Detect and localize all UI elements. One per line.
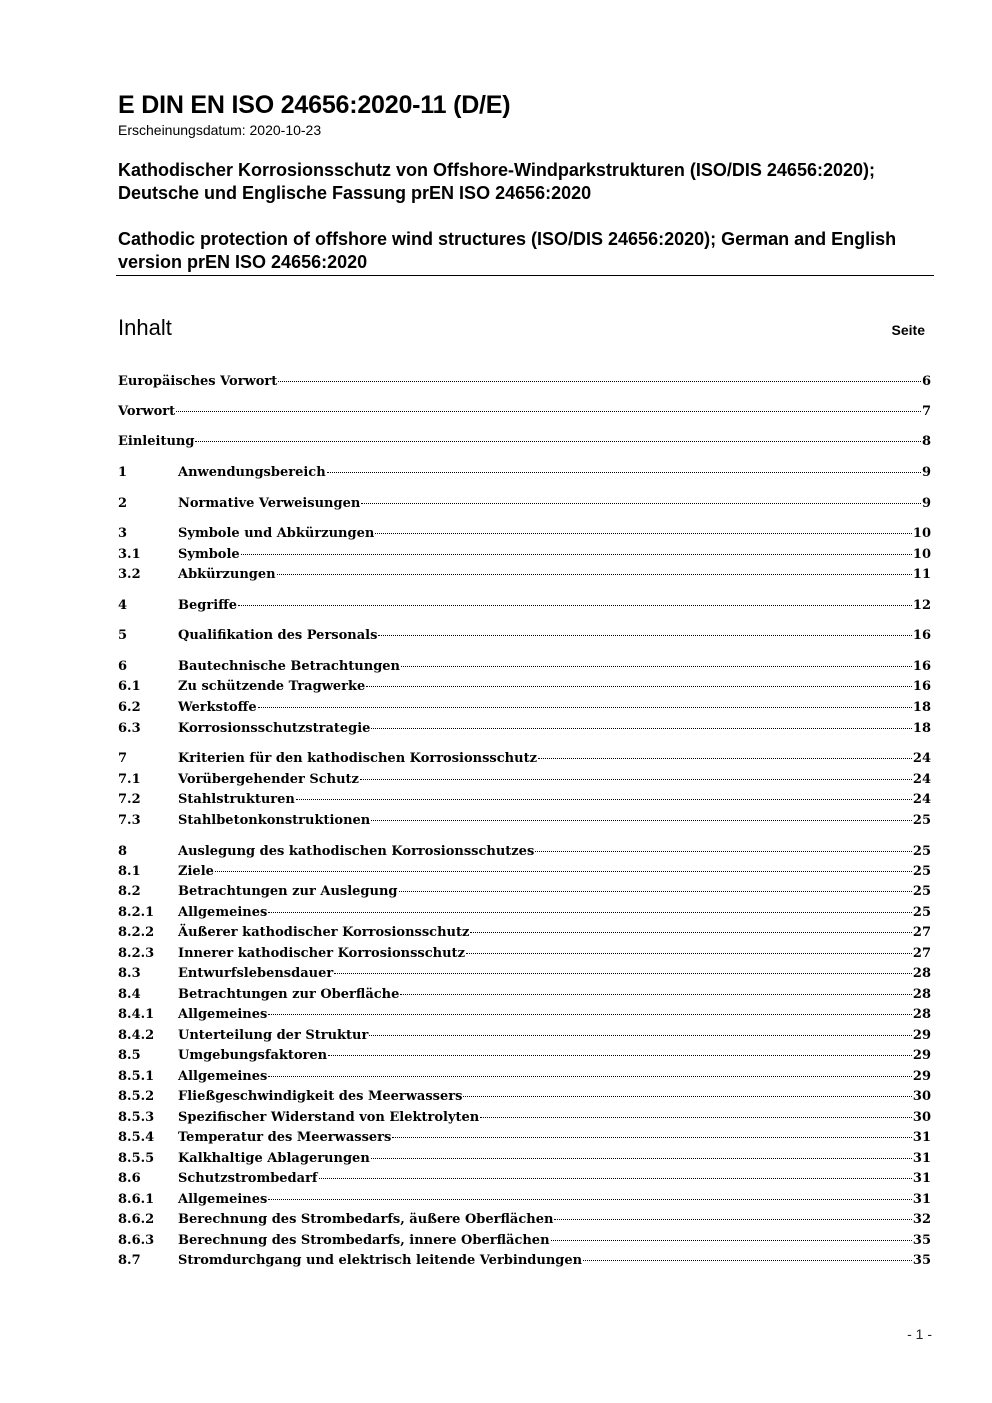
toc-entry-page: 16 <box>912 628 931 643</box>
toc-entry-page: 16 <box>912 659 931 674</box>
toc-entry-number: 8 <box>118 844 128 859</box>
toc-dot-leader <box>392 1137 912 1138</box>
toc-entry-page: 18 <box>912 721 931 736</box>
toc-entry-title: Vorwort <box>118 404 176 419</box>
toc-entry[interactable] <box>118 1067 931 1087</box>
toc-entry[interactable] <box>118 372 931 392</box>
toc-entry[interactable] <box>118 565 931 585</box>
title-german: Kathodischer Korrosionsschutz von Offshore-Windparkstrukturen (ISO/DIS 24656:2020); Deutsche und Englische Fassung prEN ISO 24656:2020 <box>118 160 875 203</box>
toc-entry[interactable] <box>118 862 931 882</box>
toc-entry-number: 7.2 <box>118 792 141 807</box>
toc-page-column-label: Seite <box>891 322 925 338</box>
toc-entry-number: 8.6.2 <box>118 1212 155 1227</box>
toc-entry-number: 8.6.1 <box>118 1192 155 1207</box>
toc-heading: Inhalt <box>118 315 172 340</box>
toc-entry[interactable] <box>118 545 931 565</box>
toc-entry-number: 7.1 <box>118 772 141 787</box>
toc-entry-page: 35 <box>912 1253 931 1268</box>
toc-entry-number: 4 <box>118 598 128 613</box>
toc-entry-title: Europäisches Vorwort <box>118 374 278 389</box>
toc-entry-number: 8.6 <box>118 1171 141 1186</box>
toc-entry-page: 28 <box>912 987 931 1002</box>
toc-entry[interactable] <box>118 494 931 514</box>
publication-date: Erscheinungsdatum: 2020-10-23 <box>118 122 322 138</box>
toc-entry-number: 6.2 <box>118 700 141 715</box>
toc-entry-page: 29 <box>912 1028 931 1043</box>
toc-dot-leader <box>538 758 912 759</box>
toc-entry-page: 29 <box>912 1069 931 1084</box>
toc-entry-title: Bautechnische Betrachtungen <box>178 659 401 674</box>
toc-entry[interactable] <box>118 1128 931 1148</box>
toc-dot-leader <box>371 1158 912 1159</box>
toc-dot-leader <box>535 851 912 852</box>
toc-entry-page: 25 <box>912 844 931 859</box>
toc-dot-leader <box>268 1076 912 1077</box>
toc-dot-leader <box>215 871 912 872</box>
toc-entry-page: 27 <box>912 925 931 940</box>
toc-entry-page: 28 <box>912 966 931 981</box>
toc-entry[interactable] <box>118 811 931 831</box>
toc-dot-leader <box>268 1014 912 1015</box>
toc-entry-title: Abkürzungen <box>178 567 276 582</box>
toc-dot-leader <box>466 953 912 954</box>
toc-dot-leader <box>369 1035 912 1036</box>
toc-dot-leader <box>554 1219 911 1220</box>
toc-entry[interactable] <box>118 1190 931 1210</box>
toc-entry-title: Einleitung <box>118 434 195 449</box>
toc-entry-number: 8.6.3 <box>118 1233 155 1248</box>
toc-entry-page: 30 <box>912 1089 931 1104</box>
toc-entry[interactable] <box>118 524 931 544</box>
toc-entry-number: 3 <box>118 526 128 541</box>
toc-entry-title: Äußerer kathodischer Korrosionsschutz <box>178 925 470 940</box>
toc-entry-title: Auslegung des kathodischen Korrosionsschutzes <box>178 844 535 859</box>
toc-entry-page: 16 <box>912 679 931 694</box>
toc-entry-number: 6.1 <box>118 679 141 694</box>
toc-entry-page: 25 <box>912 864 931 879</box>
toc-dot-leader <box>480 1117 912 1118</box>
toc-entry-title: Stromdurchgang und elektrisch leitende Verbindungen <box>178 1253 583 1268</box>
toc-dot-leader <box>238 605 912 606</box>
toc-entry-number: 5 <box>118 628 128 643</box>
toc-dot-leader <box>583 1260 912 1261</box>
toc-entry-number: 8.5 <box>118 1048 141 1063</box>
toc-entry-page: 24 <box>912 792 931 807</box>
toc-entry-number: 8.5.3 <box>118 1110 155 1125</box>
toc-entry-number: 6 <box>118 659 128 674</box>
toc-entry-number: 8.2.1 <box>118 905 155 920</box>
toc-entry[interactable] <box>118 698 931 718</box>
toc-entry-page: 25 <box>912 905 931 920</box>
toc-entry-number: 8.4.2 <box>118 1028 155 1043</box>
toc-dot-leader <box>551 1240 912 1241</box>
toc-entry-page: 18 <box>912 700 931 715</box>
toc-entry-number: 7 <box>118 751 128 766</box>
toc-dot-leader <box>278 381 921 382</box>
toc-entry-page: 10 <box>912 547 931 562</box>
toc-entry-number: 1 <box>118 465 128 480</box>
toc-entry-number: 8.1 <box>118 864 141 879</box>
toc-entry-title: Allgemeines <box>178 1069 268 1084</box>
toc-entry-page: 9 <box>921 496 931 511</box>
toc-entry[interactable] <box>118 882 931 902</box>
toc-entry-title: Kriterien für den kathodischen Korrosionsschutz <box>178 751 537 766</box>
toc-dot-leader <box>328 1055 912 1056</box>
toc-entry-title: Spezifischer Widerstand von Elektrolyten <box>178 1110 480 1125</box>
toc-entry-number: 8.2 <box>118 884 141 899</box>
toc-entry-page: 24 <box>912 772 931 787</box>
toc-entry-page: 9 <box>921 465 931 480</box>
toc-dot-leader <box>399 891 912 892</box>
toc-entry[interactable] <box>118 1108 931 1128</box>
toc-entry-title: Allgemeines <box>178 905 268 920</box>
toc-entry-title: Kalkhaltige Ablagerungen <box>178 1151 370 1166</box>
toc-dot-leader <box>401 666 912 667</box>
toc-entry-title: Vorübergehender Schutz <box>178 772 359 787</box>
toc-entry-title: Normative Verweisungen <box>178 496 361 511</box>
toc-entry[interactable] <box>118 463 931 483</box>
page-number: - 1 - <box>907 1326 932 1342</box>
toc-entry[interactable] <box>118 790 931 810</box>
toc-entry[interactable] <box>118 1005 931 1025</box>
toc-dot-leader <box>268 912 912 913</box>
toc-entry-title: Entwurfslebensdauer <box>178 966 334 981</box>
toc-dot-leader <box>195 441 921 442</box>
toc-entry-title: Stahlbetonkonstruktionen <box>178 813 371 828</box>
toc-dot-leader <box>371 820 912 821</box>
toc-entry[interactable] <box>118 1026 931 1046</box>
toc-entry-number: 8.2.2 <box>118 925 155 940</box>
toc-entry-page: 27 <box>912 946 931 961</box>
toc-dot-leader <box>327 472 921 473</box>
toc-entry-title: Werkstoffe <box>178 700 257 715</box>
toc-entry-title: Symbole und Abkürzungen <box>178 526 375 541</box>
toc-entry[interactable] <box>118 903 931 923</box>
toc-entry[interactable] <box>118 626 931 646</box>
toc-entry-title: Betrachtungen zur Auslegung <box>178 884 398 899</box>
toc-entry-title: Berechnung des Strombedarfs, innere Oberflächen <box>178 1233 550 1248</box>
toc-entry-page: 11 <box>912 567 931 582</box>
toc-entry-page: 29 <box>912 1048 931 1063</box>
toc-dot-leader <box>371 728 911 729</box>
toc-entry-number: 8.5.1 <box>118 1069 155 1084</box>
toc-entry-page: 25 <box>912 813 931 828</box>
toc-entry[interactable] <box>118 842 931 862</box>
toc-entry-title: Innerer kathodischer Korrosionsschutz <box>178 946 465 961</box>
toc-entry[interactable] <box>118 1231 931 1251</box>
toc-entry-title: Begriffe <box>178 598 238 613</box>
toc-entry-page: 10 <box>912 526 931 541</box>
toc-dot-leader <box>241 554 912 555</box>
toc-dot-leader <box>470 932 912 933</box>
toc-entry-title: Betrachtungen zur Oberfläche <box>178 987 400 1002</box>
toc-dot-leader <box>366 686 912 687</box>
toc-entry-title: Qualifikation des Personals <box>178 628 378 643</box>
toc-dot-leader <box>361 503 921 504</box>
toc-entry-title: Unterteilung der Struktur <box>178 1028 369 1043</box>
table-of-contents <box>118 0 931 1300</box>
toc-entry-page: 12 <box>912 598 931 613</box>
toc-entry[interactable] <box>118 923 931 943</box>
toc-dot-leader <box>378 635 911 636</box>
toc-entry[interactable] <box>118 1210 931 1230</box>
title-english: Cathodic protection of offshore wind structures (ISO/DIS 24656:2020); German and English version prEN ISO 24656:2020 <box>118 229 897 272</box>
toc-entry-page: 24 <box>912 751 931 766</box>
toc-entry-number: 8.5.4 <box>118 1130 155 1145</box>
toc-entry[interactable] <box>118 749 931 769</box>
toc-entry[interactable] <box>118 964 931 984</box>
toc-entry[interactable] <box>118 1169 931 1189</box>
toc-entry-page: 35 <box>912 1233 931 1248</box>
toc-entry-number: 7.3 <box>118 813 141 828</box>
toc-entry-title: Stahlstrukturen <box>178 792 295 807</box>
toc-entry-page: 31 <box>912 1192 931 1207</box>
toc-entry-page: 8 <box>921 434 931 449</box>
toc-entry-title: Symbole <box>178 547 240 562</box>
toc-entry[interactable] <box>118 1046 931 1066</box>
toc-entry-page: 31 <box>912 1130 931 1145</box>
toc-entry-page: 7 <box>921 404 931 419</box>
toc-entry[interactable] <box>118 657 931 677</box>
toc-dot-leader <box>296 799 912 800</box>
toc-entry[interactable] <box>118 719 931 739</box>
toc-dot-leader <box>400 994 912 995</box>
toc-entry[interactable] <box>118 596 931 616</box>
toc-entry-title: Umgebungsfaktoren <box>178 1048 328 1063</box>
toc-entry-page: 25 <box>912 884 931 899</box>
toc-entry-page: 30 <box>912 1110 931 1125</box>
toc-dot-leader <box>334 973 912 974</box>
toc-entry-number: 2 <box>118 496 128 511</box>
toc-entry[interactable] <box>118 677 931 697</box>
toc-entry[interactable] <box>118 432 931 452</box>
toc-entry[interactable] <box>118 1087 931 1107</box>
toc-entry-number: 8.5.2 <box>118 1089 155 1104</box>
toc-entry-number: 8.3 <box>118 966 141 981</box>
toc-dot-leader <box>258 707 912 708</box>
toc-entry[interactable] <box>118 1149 931 1169</box>
toc-entry-page: 6 <box>921 374 931 389</box>
toc-entry[interactable] <box>118 1251 931 1271</box>
toc-entry-title: Temperatur des Meerwassers <box>178 1130 392 1145</box>
toc-entry-page: 28 <box>912 1007 931 1022</box>
toc-entry-title: Ziele <box>178 864 214 879</box>
toc-entry-title: Anwendungsbereich <box>178 465 326 480</box>
toc-entry-number: 3.2 <box>118 567 141 582</box>
toc-entry-title: Fließgeschwindigkeit des Meerwassers <box>178 1089 463 1104</box>
toc-dot-leader <box>360 779 912 780</box>
document-id: E DIN EN ISO 24656:2020-11 (D/E) <box>118 91 511 119</box>
toc-dot-leader <box>268 1199 912 1200</box>
toc-dot-leader <box>375 533 912 534</box>
toc-dot-leader <box>176 411 921 412</box>
toc-entry-title: Schutzstrombedarf <box>178 1171 318 1186</box>
toc-entry-title: Allgemeines <box>178 1192 268 1207</box>
toc-entry-title: Berechnung des Strombedarfs, äußere Oberflächen <box>178 1212 554 1227</box>
toc-entry-number: 8.4.1 <box>118 1007 155 1022</box>
toc-dot-leader <box>277 574 912 575</box>
toc-dot-leader <box>319 1178 912 1179</box>
toc-entry-title: Allgemeines <box>178 1007 268 1022</box>
toc-entry[interactable] <box>118 402 931 422</box>
toc-entry-number: 6.3 <box>118 721 141 736</box>
toc-entry-page: 31 <box>912 1151 931 1166</box>
toc-entry-page: 32 <box>912 1212 931 1227</box>
toc-entry-page: 31 <box>912 1171 931 1186</box>
toc-entry-title: Korrosionsschutzstrategie <box>178 721 371 736</box>
toc-entry-number: 8.5.5 <box>118 1151 155 1166</box>
toc-entry[interactable] <box>118 770 931 790</box>
toc-entry[interactable] <box>118 944 931 964</box>
toc-entry-number: 8.4 <box>118 987 141 1002</box>
toc-entry[interactable] <box>118 985 931 1005</box>
toc-entry-number: 3.1 <box>118 547 141 562</box>
toc-dot-leader <box>463 1096 911 1097</box>
toc-entry-title: Zu schützende Tragwerke <box>178 679 366 694</box>
toc-entry-number: 8.2.3 <box>118 946 155 961</box>
toc-entry-number: 8.7 <box>118 1253 141 1268</box>
